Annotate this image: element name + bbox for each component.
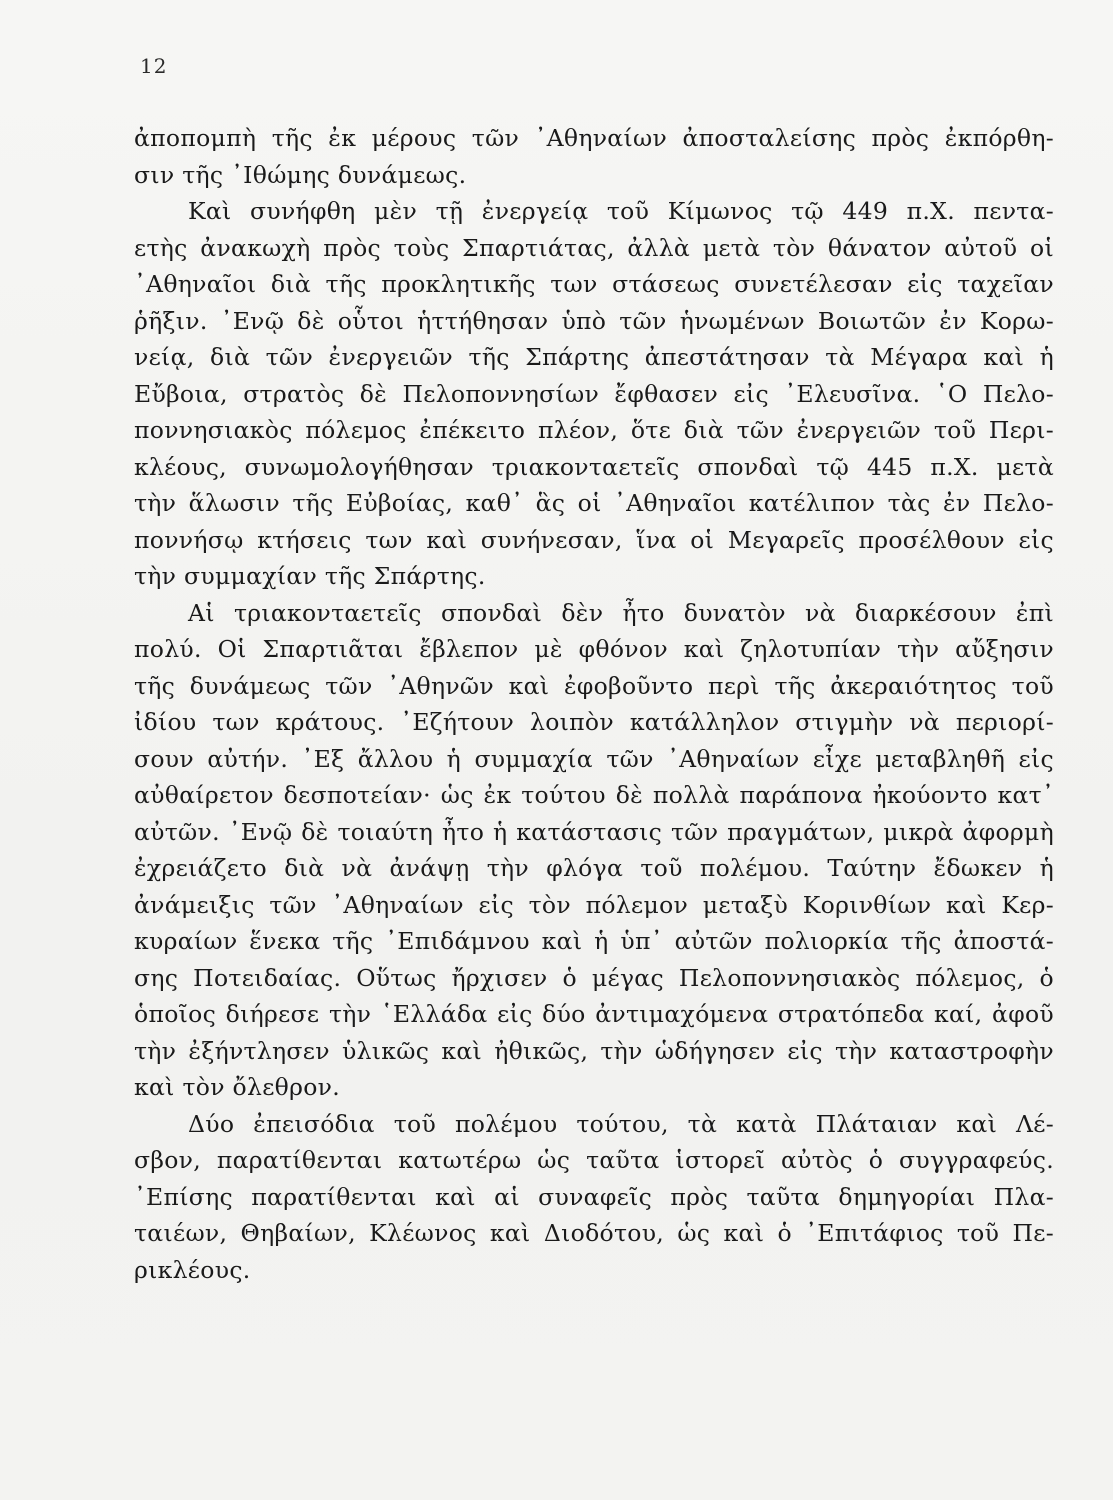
text-line: τῆς δυνάμεως τῶν ᾿Αθηνῶν καὶ ἐφοβοῦντο περὶ τῆς ἀκεραιότητος τοῦ	[134, 671, 1054, 700]
text-line: νείᾳ, διὰ τῶν ἐνεργειῶν τῆς Σπάρτης ἀπεστάτησαν τὰ Μέγαρα καὶ ἡ	[134, 343, 1054, 371]
text-line: ρικλέους.	[134, 1255, 251, 1284]
paragraph	[134, 120, 1054, 193]
text-line: αὐτῶν. ᾿Ενῷ δὲ τοιαύτη ἦτο ἡ κατάστασις τῶν πραγμάτων, μικρὰ ἀφορμὴ	[134, 817, 1054, 846]
text-line: σβον, παρατίθενται κατωτέρω ὡς ταῦτα ἱστορεῖ αὐτὸς ὁ συγγραφεύς.	[134, 1146, 1054, 1174]
paragraph	[134, 1106, 1054, 1289]
text-line: σης Ποτειδαίας. Οὕτως ἤρχισεν ὁ μέγας Πελοποννησιακὸς πόλεμος, ὁ	[134, 963, 1054, 992]
page-number: 12	[140, 54, 168, 78]
text-line: Αἱ τριακονταετεῖς σπονδαὶ δὲν ἦτο δυνατὸν νὰ διαρκέσουν ἐπὶ	[188, 598, 1054, 627]
text-line: Δύο ἐπεισόδια τοῦ πολέμου τούτου, τὰ κατὰ Πλάταιαν καὶ Λέ-	[188, 1109, 1054, 1138]
text-line: ἀποπομπὴ τῆς ἐκ μέρους τῶν ᾿Αθηναίων ἀποσταλείσης πρὸς ἐκπόρθη-	[134, 124, 1054, 152]
text-line: κλέους, συνωμολογήθησαν τριακονταετεῖς σπονδαὶ τῷ 445 π.Χ. μετὰ	[134, 452, 1054, 481]
text-line: ὁποῖος διήρεσε τὴν ῾Ελλάδα εἰς δύο ἀντιμαχόμενα στρατόπεδα καί, ἀφοῦ	[134, 1000, 1054, 1028]
text-line: ποννήσῳ κτήσεις των καὶ συνήνεσαν, ἵνα οἱ Μεγαρεῖς προσέλθουν εἰς	[134, 525, 1054, 554]
text-line: ῥῆξιν. ᾿Ενῷ δὲ οὗτοι ἡττήθησαν ὑπὸ τῶν ἡνωμένων Βοιωτῶν ἐν Κορω-	[134, 306, 1054, 335]
text-line: καὶ τὸν ὄλεθρον.	[134, 1073, 341, 1101]
text-line: κυραίων ἕνεκα τῆς ᾿Επιδάμνου καὶ ἡ ὑπ᾿ αὐτῶν πολιορκία τῆς ἀποστά-	[134, 927, 1054, 955]
text-line: ἰδίου των κράτους. ᾿Εζήτουν λοιπὸν κατάλληλον στιγμὴν νὰ περιορί-	[134, 708, 1054, 736]
text-line: αὐθαίρετον δεσποτείαν· ὡς ἐκ τούτου δὲ πολλὰ παράπονα ἠκούοντο κατ᾿	[134, 781, 1054, 809]
text-line: ἐχρειάζετο διὰ νὰ ἀνάψῃ τὴν φλόγα τοῦ πολέμου. Ταύτην ἔδωκεν ἡ	[134, 854, 1054, 882]
text-line: Εὔβοια, στρατὸς δὲ Πελοποννησίων ἔφθασεν εἰς ᾿Ελευσῖνα. ῾Ο Πελο-	[134, 379, 1054, 408]
text-line: σιν τῆς ᾿Ιθώμης δυνάμεως.	[134, 160, 467, 189]
body-text	[134, 120, 1054, 1288]
text-line: τὴν ἐξήντλησεν ὑλικῶς καὶ ἠθικῶς, τὴν ὡδήγησεν εἰς τὴν καταστροφὴν	[134, 1036, 1054, 1065]
paragraph	[134, 595, 1054, 1106]
text-line: ἀνάμειξις τῶν ᾿Αθηναίων εἰς τὸν πόλεμον μεταξὺ Κορινθίων καὶ Κερ-	[134, 890, 1054, 919]
text-line: ετὴς ἀνακωχὴ πρὸς τοὺς Σπαρτιάτας, ἀλλὰ μετὰ τὸν θάνατον αὐτοῦ οἱ	[134, 233, 1054, 262]
text-line: τὴν ἅλωσιν τῆς Εὐβοίας, καθ᾿ ἃς οἱ ᾿Αθηναῖοι κατέλιπον τὰς ἐν Πελο-	[134, 489, 1054, 517]
text-line: Καὶ συνήφθη μὲν τῇ ἐνεργείᾳ τοῦ Κίμωνος τῷ 449 π.Χ. πεντα-	[188, 197, 1054, 225]
paragraph	[134, 193, 1054, 595]
text-line: τὴν συμμαχίαν τῆς Σπάρτης.	[134, 562, 486, 590]
text-line: ᾿Αθηναῖοι διὰ τῆς προκλητικῆς των στάσεως συνετέλεσαν εἰς ταχεῖαν	[134, 270, 1054, 298]
text-line: ταιέων, Θηβαίων, Κλέωνος καὶ Διοδότου, ὡς καὶ ὁ ᾿Επιτάφιος τοῦ Πε-	[134, 1219, 1054, 1247]
text-line: σουν αὐτήν. ᾿Εξ ἄλλου ἡ συμμαχία τῶν ᾿Αθηναίων εἶχε μεταβληθῆ εἰς	[134, 744, 1054, 773]
text-line: ᾿Επίσης παρατίθενται καὶ αἱ συναφεῖς πρὸς ταῦτα δημηγορίαι Πλα-	[134, 1182, 1054, 1211]
text-line: ποννησιακὸς πόλεμος ἐπέκειτο πλέον, ὅτε διὰ τῶν ἐνεργειῶν τοῦ Περι-	[134, 416, 1054, 444]
text-line: πολύ. Οἱ Σπαρτιᾶται ἔβλεπον μὲ φθόνον καὶ ζηλοτυπίαν τὴν αὔξησιν	[134, 635, 1054, 663]
